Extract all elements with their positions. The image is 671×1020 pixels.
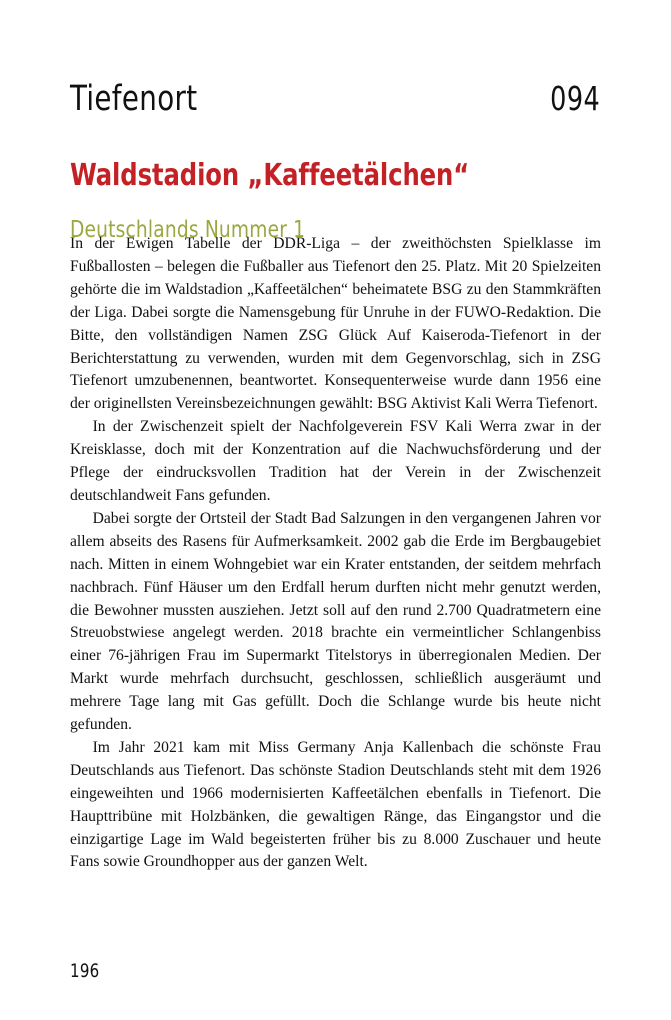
entry-number: 094 <box>549 79 600 119</box>
article-paragraph: Dabei sorgte der Ortsteil der Stadt Bad Salzungen in den vergangenen Jahren vor allem abseits des Rasens für Aufmerksamkeit. 2002 gab die Erde im Bergbaugebiet nach. Mitten in einem Wohngebiet war ein Krater entstanden, der seitdem mehrfach nachbrach. Fünf Häuser um den Erdfall herum durften nicht mehr genutzt werden, die Bewohner mussten ausziehen. Jetzt soll auf den rund 2.700 Quadratmetern eine Streuobstwiese angelegt werden. 2018 brachte ein vermeintlicher Schlangenbiss einer 76-jährigen Frau im Supermarkt Titelstorys in überregionalen Medien. Der Markt wurde mehrfach durchsucht, geschlossen, schließlich ausgeräumt und mehrere Tage lang mit Gas gefüllt. Doch die Schlange wurde bis heute nicht gefunden. <box>70 509 601 734</box>
header-top-row <box>70 58 600 142</box>
page-number: 196 <box>70 960 100 982</box>
page-title: Tiefenort <box>70 79 198 120</box>
article-paragraph: In der Ewigen Tabelle der DDR-Liga – der zweithöchsten Spielklasse im Fußballosten – belegen die Fußballer aus Tiefenort den 25. Platz. Mit 20 Spielzeiten gehörte die im Waldstadion „Kaffeetälchen“ beheimatete BSG zu den Stammkräften der Liga. Dabei sorgte die Namensgebung für Unruhe in der FUWO-Redaktion. Die Bitte, den vollständigen Namen ZSG Glück Auf Kaiseroda-Tiefenort in der Berichterstattung zu verwenden, wurden mit dem Gegenvorschlag, sich in ZSG Tiefenort umzubenennen, beantwortet. Konsequenterweise wurde dann 1956 eine der originellsten Vereinsbezeichnungen gewählt: BSG Aktivist Kali Werra Tiefenort. <box>70 235 601 413</box>
stadium-subtitle: Deutschlands Nummer 1 <box>70 216 306 243</box>
article-body <box>70 233 601 874</box>
article-paragraph: In der Zwischenzeit spielt der Nachfolgeverein FSV Kali Werra zwar in der Kreisklasse, doch mit der Konzentration auf die Nachwuchsförderung und der Pflege der eindrucksvollen Tradition hat der Verein in der Zwischenzeit deutschlandweit Fans gefunden. <box>70 418 601 504</box>
article-paragraph: Im Jahr 2021 kam mit Miss Germany Anja Kallenbach die schönste Frau Deutschlands aus Tiefenort. Das schönste Stadion Deutschlands steht mit dem 1926 eingeweihten und 1966 modernisierten Kaffeetälchen ebenfalls in Tiefenort. Die Haupttribüne mit Holzbänken, die gewaltigen Ränge, das Eingangstor und die einzigartige Lage im Wald begeisterten früher bis zu 8.000 Zuschauer und heute Fans sowie Groundhopper aus der ganzen Welt. <box>70 738 601 871</box>
stadium-title: Waldstadion „Kaffeetälchen“ <box>70 157 470 193</box>
